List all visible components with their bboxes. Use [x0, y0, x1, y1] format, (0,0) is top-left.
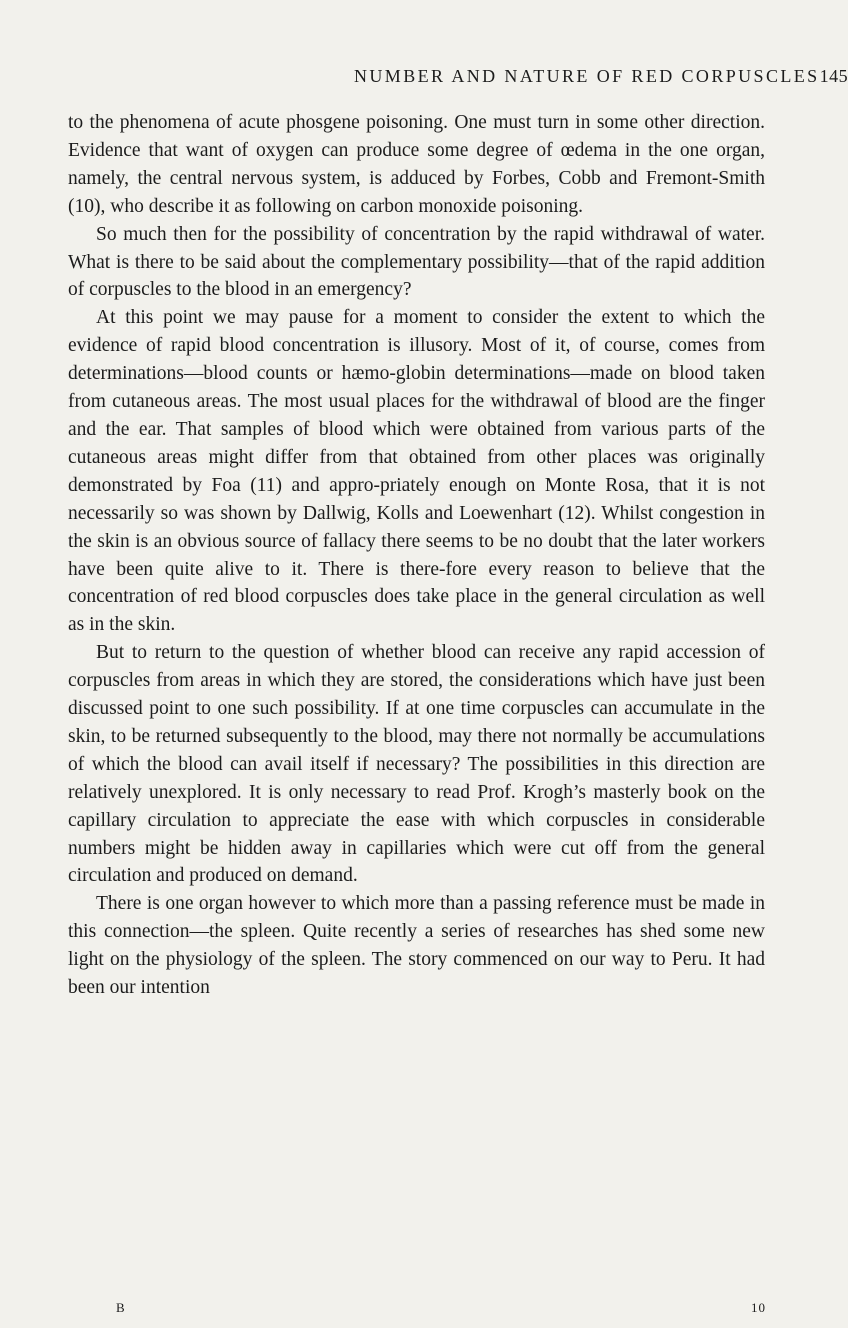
paragraph: At this point we may pause for a moment to consider the extent to which the evidence of rapid blood concentration is illusory. Most of it, of course, comes from determinations—blood counts or hæmo-globin determinations—made on blood taken from cutaneous areas. The most usual places for the withdrawal of blood are the finger and the ear. That samples of blood which were obtained from various parts of the cutaneous areas might differ from that obtained from other places was originally demonstrated by Foa (11) and appro-priately enough on Monte Rosa, that it is not necessarily so was shown by Dallwig, Kolls and Loewenhart (12). Whilst congestion in the skin is an obvious source of fallacy there seems to be no doubt that the later workers have been quite alive to it. There is there-fore every reason to believe that the concentration of red blood corpuscles does take place in the general circulation as well as in the skin.	[68, 307, 765, 636]
paragraph: There is one organ however to which more than a passing reference must be made in this connection—the spleen. Quite recently a series of researches has shed some new light on the physiology of the spleen. The story commenced on our way to Peru. It had been our intention	[68, 893, 765, 999]
signature-number: 10	[751, 1300, 766, 1315]
signature-mark: B	[116, 1300, 126, 1315]
page-footer	[68, 1300, 766, 1318]
page-number: 145	[819, 66, 848, 86]
running-title: NUMBER AND NATURE OF RED CORPUSCLES	[354, 66, 820, 86]
paragraph: But to return to the question of whether blood can receive any rapid accession of corpuscles from areas in which they are stored, the considerations which have just been discussed point to one such possibility. If at one time corpuscles can accumulate in the skin, to be returned subsequently to the blood, may there not normally be accumulations of which the blood can avail itself if necessary? The possibilities in this direction are relatively unexplored. It is only necessary to read Prof. Krogh’s masterly book on the capillary circulation to appreciate the ease with which corpuscles in considerable numbers might be hidden away in capillaries which were cut off from the general circulation and produced on demand.	[68, 642, 765, 887]
page-header	[68, 66, 848, 96]
body-text	[68, 109, 765, 1002]
paragraph: So much then for the possibility of concentration by the rapid withdrawal of water. What is there to be said about the complementary possibility—that of the rapid addition of corpuscles to the blood in an emergency?	[68, 223, 765, 301]
paragraph: to the phenomena of acute phosgene poisoning. One must turn in some other direction. Evidence that want of oxygen can produce some degree of œdema in the one organ, namely, the central nervous system, is adduced by Forbes, Cobb and Fremont-Smith (10), who describe it as following on carbon monoxide poisoning.	[68, 112, 765, 217]
